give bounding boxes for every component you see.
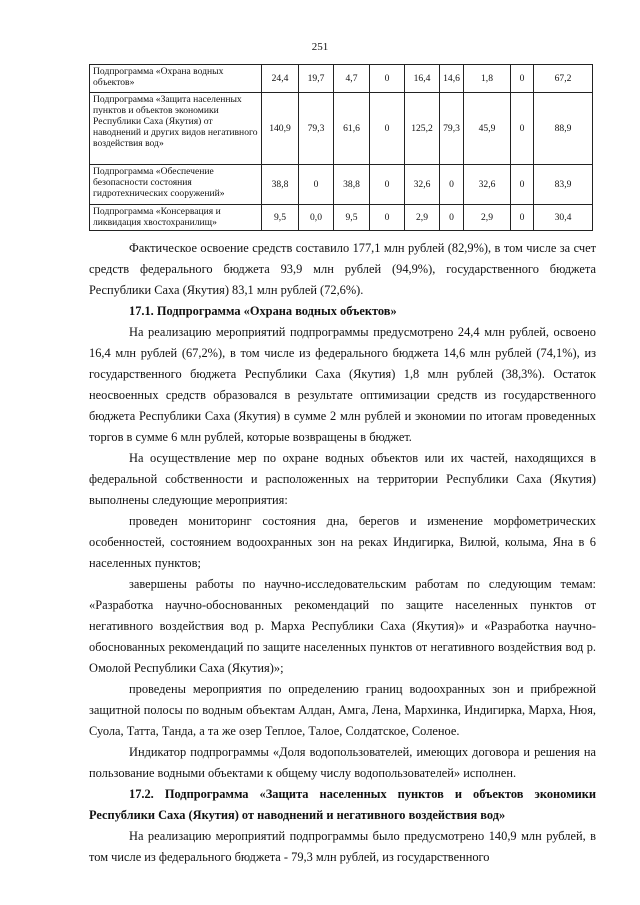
value-cell: 61,6 <box>334 93 370 165</box>
value-cell: 0,0 <box>299 205 334 231</box>
value-cell: 1,8 <box>464 65 511 93</box>
paragraph: проведены мероприятия по определению границ водоохранных зон и прибрежной защитной полосы по водным объектам Алдан, Амга, Лена, Мархинка, Индигирка, Марха, Нюя, Суола, Татта, Танда, а та же озер Теплое, Талое, Солдатское, Соленое. <box>89 682 596 738</box>
value-cell: 32,6 <box>405 165 440 205</box>
value-cell: 4,7 <box>334 65 370 93</box>
paragraph: На реализацию мероприятий подпрограммы было предусмотрено 140,9 млн рублей, в том числе из федерального бюджета - 79,3 млн рублей, из государственного <box>89 829 596 864</box>
page-number: 251 <box>311 41 329 53</box>
funding-table <box>89 64 593 231</box>
value-cell: 24,4 <box>262 65 299 93</box>
value-cell: 67,2 <box>534 65 593 93</box>
paragraph: Индикатор подпрограммы «Доля водопользователей, имеющих договора и решения на пользование водными объектами к общему числу водопользователей» исполнен. <box>89 745 596 780</box>
value-cell: 0 <box>299 165 334 205</box>
value-cell: 0 <box>370 205 405 231</box>
value-cell: 0 <box>511 93 534 165</box>
value-cell: 30,4 <box>534 205 593 231</box>
report-text <box>89 238 596 868</box>
paragraph: Фактическое освоение средств составило 177,1 млн рублей (82,9%), в том числе за счет средств федерального бюджета 93,9 млн рублей (94,9%), государственного бюджета Республики Саха (Якутия) 83,1 млн рублей (72,6%). <box>89 241 596 297</box>
value-cell: 83,9 <box>534 165 593 205</box>
value-cell: 38,8 <box>334 165 370 205</box>
table-body <box>90 65 593 231</box>
subprogram-name-cell: Подпрограмма «Охрана водных объектов» <box>90 65 262 93</box>
value-cell: 2,9 <box>405 205 440 231</box>
value-cell: 140,9 <box>262 93 299 165</box>
value-cell: 0 <box>370 93 405 165</box>
value-cell: 125,2 <box>405 93 440 165</box>
value-cell: 16,4 <box>405 65 440 93</box>
value-cell: 2,9 <box>464 205 511 231</box>
table-row <box>90 165 593 205</box>
value-cell: 45,9 <box>464 93 511 165</box>
section-heading: 17.1. Подпрограмма «Охрана водных объектов» <box>129 304 397 318</box>
value-cell: 0 <box>370 165 405 205</box>
value-cell: 79,3 <box>440 93 464 165</box>
value-cell: 79,3 <box>299 93 334 165</box>
section-heading: 17.2. Подпрограмма «Защита населенных пунктов и объектов экономики Республики Саха (Якутия) от наводнений и негативного воздействия вод» <box>89 787 596 822</box>
value-cell: 9,5 <box>334 205 370 231</box>
paragraph: проведен мониторинг состояния дна, берегов и изменение морфометрических особенностей, состоянием водоохранных зон на реках Индигирка, Вилюй, колыма, Яна в 6 населенных пунктов; <box>89 514 596 570</box>
subprogram-name-cell: Подпрограмма «Консервация и ликвидация хвостохранилищ» <box>90 205 262 231</box>
table-row <box>90 205 593 231</box>
subprogram-name-cell: Подпрограмма «Обеспечение безопасности состояния гидротехнических сооружений» <box>90 165 262 205</box>
value-cell: 14,6 <box>440 65 464 93</box>
value-cell: 0 <box>440 165 464 205</box>
value-cell: 0 <box>440 205 464 231</box>
value-cell: 38,8 <box>262 165 299 205</box>
subprogram-name-cell: Подпрограмма «Защита населенных пунктов и объектов экономики Республики Саха (Якутия) от наводнений и других видов негативного воздействия вод» <box>90 93 262 165</box>
paragraph: завершены работы по научно-исследовательским работам по следующим темам: «Разработка научно-обоснованных рекомендаций по защите населенных пунктов от негативного воздействия вод р. Марха Республики Саха (Якутия)» и «Разработка научно-обоснованных рекомендаций по защите населенных пунктов от негативного воздействия вод р. Омолой Республики Саха (Якутия)»; <box>89 577 596 675</box>
value-cell: 0 <box>511 205 534 231</box>
value-cell: 32,6 <box>464 165 511 205</box>
paragraph: На реализацию мероприятий подпрограммы предусмотрено 24,4 млн рублей, освоено 16,4 млн рублей (67,2%), в том числе из федерального бюджета 14,6 млн рублей (74,1%), из государственного бюджета Республики Саха (Якутия) 1,8 млн рублей (38,3%). Остаток неосвоенных средств образовался в результате оптимизации средств из государственного бюджета Республики Саха (Якутия) в сумме 2 млн рублей и экономии по итогам проведенных торгов в сумме 6 млн рублей, которые возвращены в бюджет. <box>89 325 596 444</box>
value-cell: 19,7 <box>299 65 334 93</box>
paragraph: На осуществление мер по охране водных объектов или их частей, находящихся в федеральной собственности и расположенных на территории Республики Саха (Якутия) выполнены следующие мероприятия: <box>89 451 596 507</box>
value-cell: 0 <box>511 165 534 205</box>
table-row <box>90 93 593 165</box>
table-row <box>90 65 593 93</box>
value-cell: 88,9 <box>534 93 593 165</box>
value-cell: 9,5 <box>262 205 299 231</box>
value-cell: 0 <box>370 65 405 93</box>
value-cell: 0 <box>511 65 534 93</box>
